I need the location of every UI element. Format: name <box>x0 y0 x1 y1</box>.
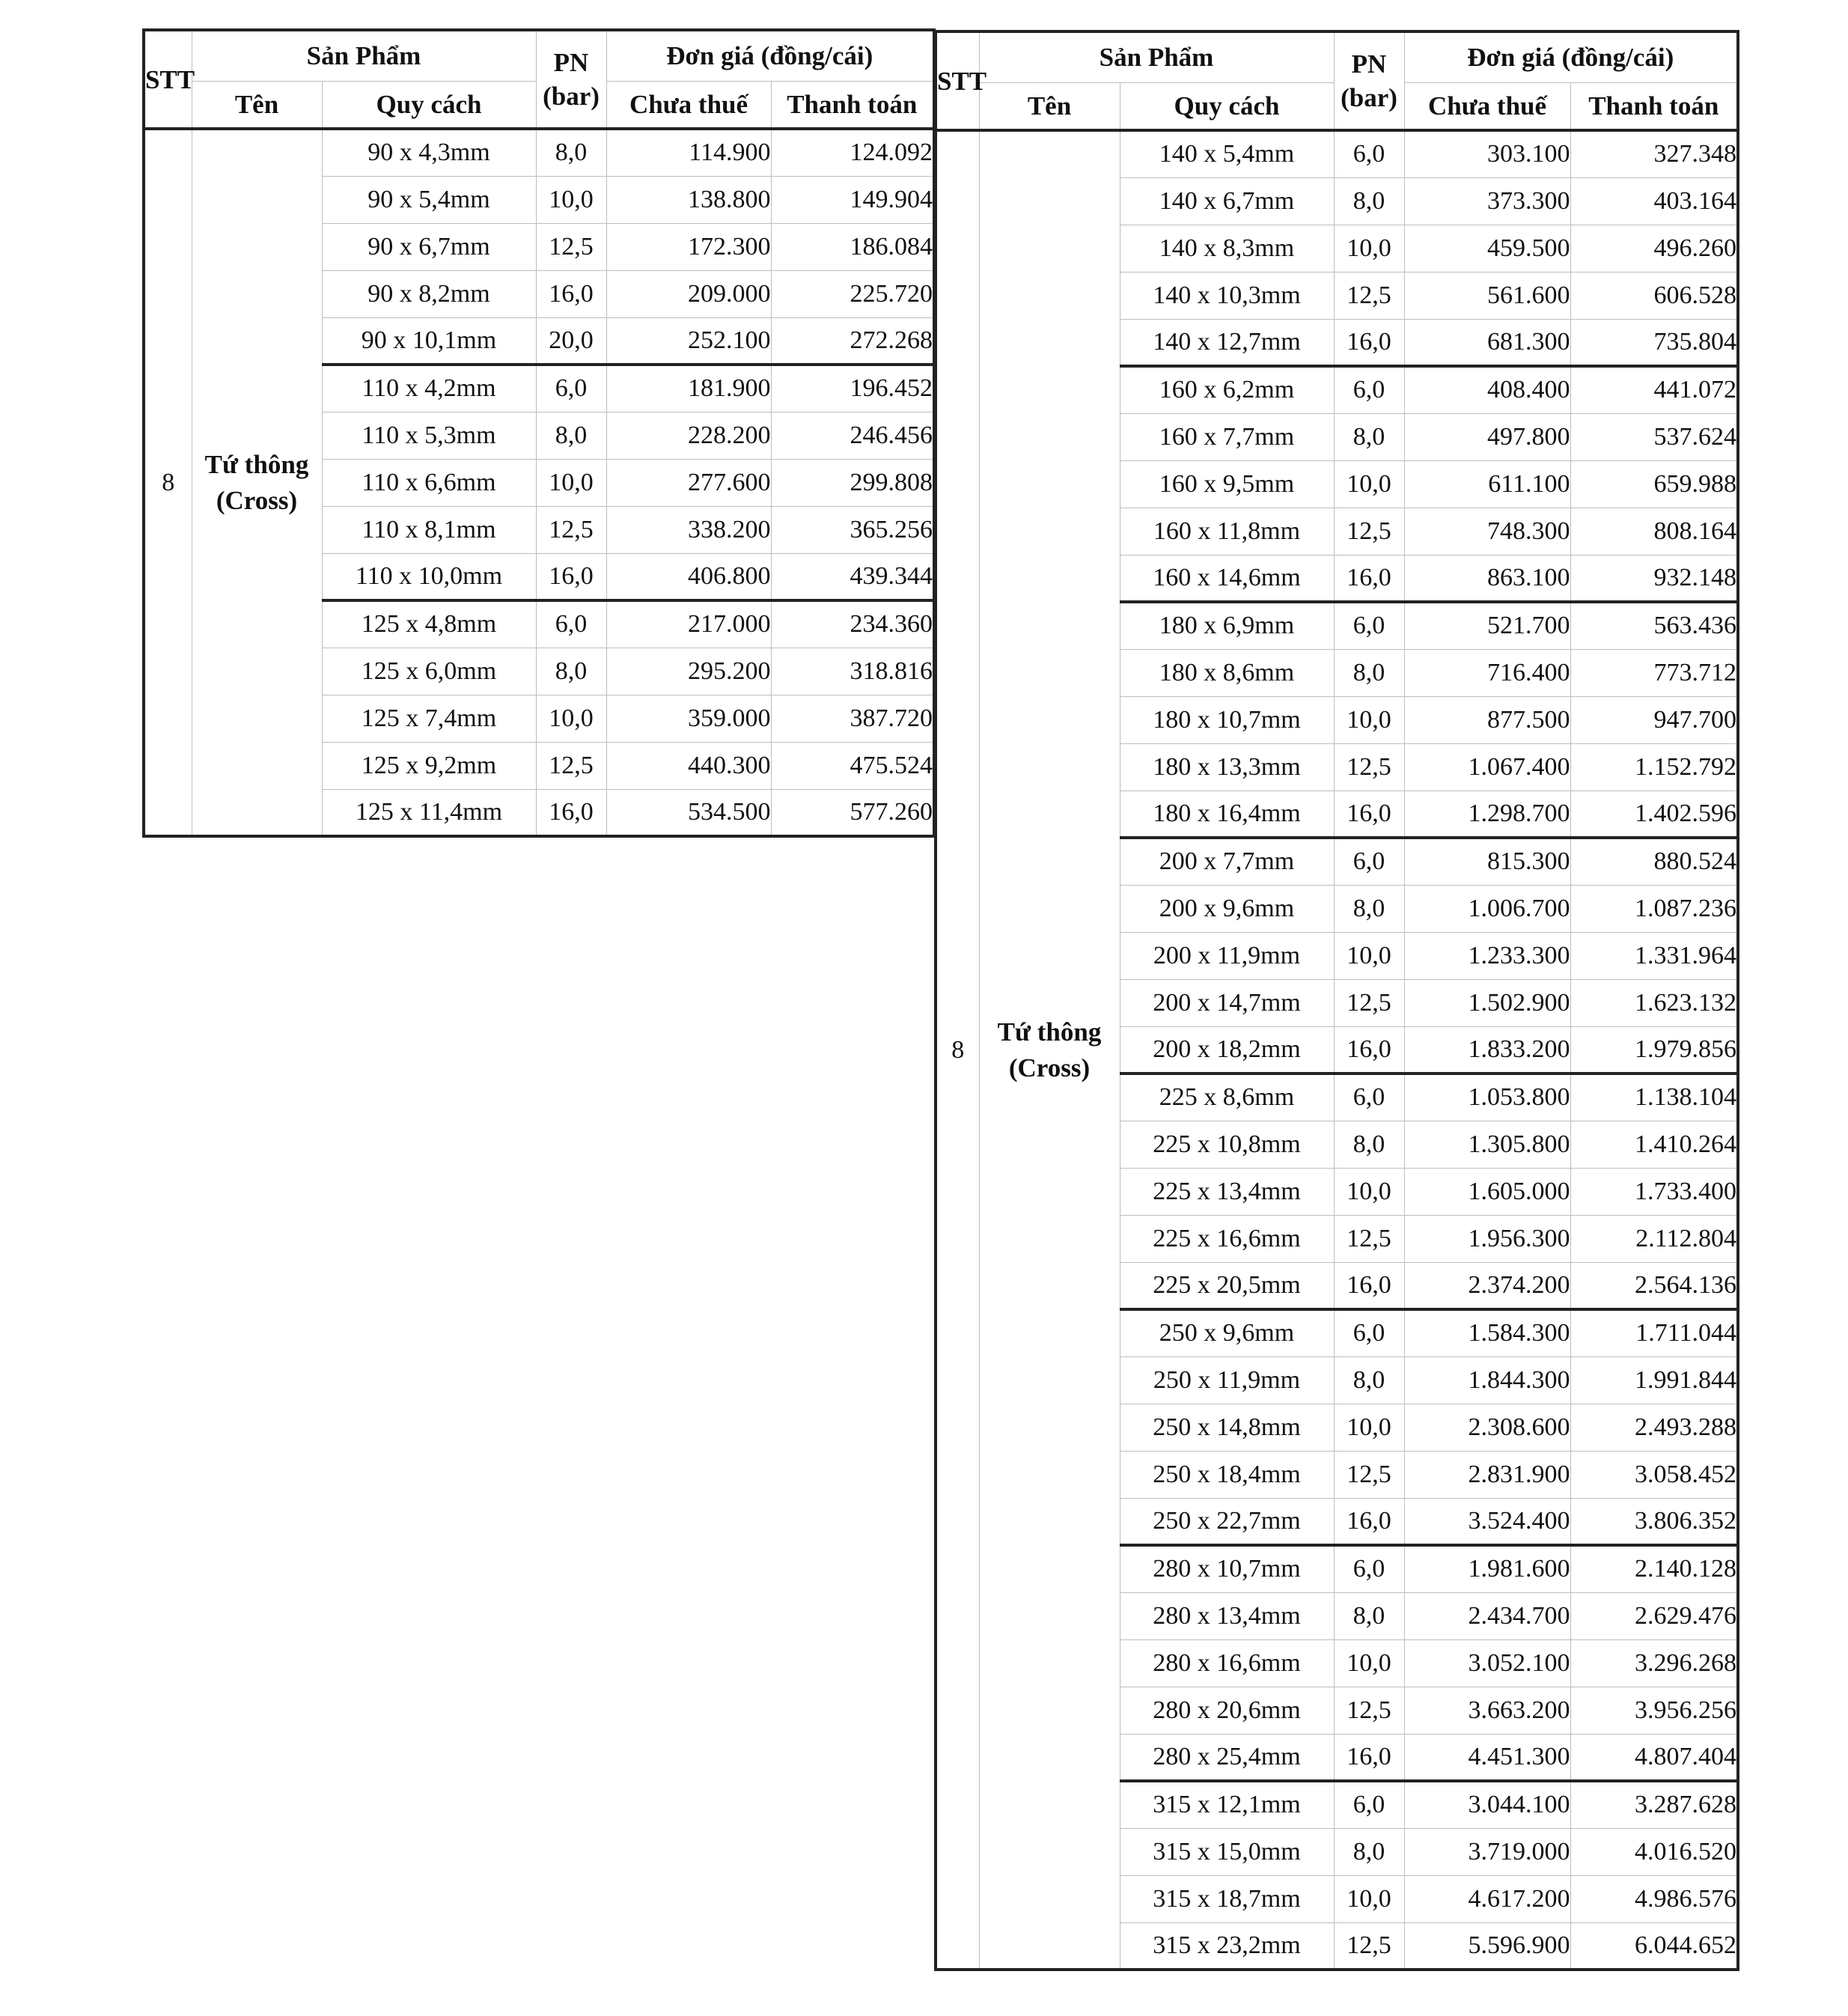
right-table-body <box>936 130 1738 1970</box>
total-cell: 3.956.256 <box>1570 1687 1738 1734</box>
spec-cell: 140 x 12,7mm <box>1120 319 1334 366</box>
product-name: Tứ thông <box>997 1017 1102 1047</box>
pre-tax-cell: 877.500 <box>1404 696 1570 743</box>
total-cell: 272.268 <box>771 317 934 365</box>
total-cell: 577.260 <box>771 789 934 836</box>
spec-cell: 180 x 6,9mm <box>1120 602 1334 649</box>
spec-cell: 140 x 5,4mm <box>1120 130 1334 177</box>
header-stt: STT <box>936 31 979 130</box>
total-cell: 808.164 <box>1570 508 1738 555</box>
spec-cell: 160 x 11,8mm <box>1120 508 1334 555</box>
pn-cell: 16,0 <box>1334 1734 1404 1781</box>
pn-cell: 8,0 <box>1334 1592 1404 1639</box>
pn-cell: 16,0 <box>1334 791 1404 838</box>
pn-cell: 10,0 <box>1334 1404 1404 1451</box>
total-cell: 4.807.404 <box>1570 1734 1738 1781</box>
stt-cell: 8 <box>936 130 979 1970</box>
pre-tax-cell: 359.000 <box>606 695 771 742</box>
pn-cell: 6,0 <box>1334 1309 1404 1356</box>
header-pn-label: PN <box>1351 49 1387 79</box>
total-cell: 1.979.856 <box>1570 1026 1738 1074</box>
pre-tax-cell: 209.000 <box>606 270 771 317</box>
total-cell: 606.528 <box>1570 272 1738 319</box>
header-pn-label: PN <box>553 47 589 77</box>
total-cell: 659.988 <box>1570 460 1738 508</box>
pn-cell: 6,0 <box>536 365 606 412</box>
spec-cell: 160 x 6,2mm <box>1120 366 1334 413</box>
total-cell: 234.360 <box>771 600 934 648</box>
total-cell: 773.712 <box>1570 649 1738 696</box>
pn-cell: 16,0 <box>536 270 606 317</box>
pn-cell: 16,0 <box>1334 1498 1404 1545</box>
spec-cell: 110 x 8,1mm <box>322 506 536 553</box>
pn-cell: 8,0 <box>536 129 606 176</box>
pre-tax-cell: 2.308.600 <box>1404 1404 1570 1451</box>
pn-cell: 10,0 <box>1334 932 1404 979</box>
pre-tax-cell: 252.100 <box>606 317 771 365</box>
total-cell: 439.344 <box>771 553 934 600</box>
pn-cell: 8,0 <box>1334 885 1404 932</box>
spec-cell: 90 x 10,1mm <box>322 317 536 365</box>
left-table-body <box>144 129 934 836</box>
pn-cell: 16,0 <box>536 553 606 600</box>
spec-cell: 280 x 16,6mm <box>1120 1639 1334 1687</box>
pn-cell: 12,5 <box>1334 1687 1404 1734</box>
pn-cell: 6,0 <box>1334 602 1404 649</box>
spec-cell: 250 x 9,6mm <box>1120 1309 1334 1356</box>
header-pre-tax: Chưa thuế <box>606 81 771 129</box>
pn-cell: 12,5 <box>536 742 606 789</box>
stt-cell: 8 <box>144 129 192 836</box>
pre-tax-cell: 1.605.000 <box>1404 1168 1570 1215</box>
pre-tax-cell: 1.833.200 <box>1404 1026 1570 1074</box>
pn-cell: 10,0 <box>1334 1639 1404 1687</box>
total-cell: 6.044.652 <box>1570 1922 1738 1970</box>
pn-cell: 12,5 <box>1334 272 1404 319</box>
pn-cell: 16,0 <box>1334 1262 1404 1309</box>
spec-cell: 90 x 4,3mm <box>322 129 536 176</box>
total-cell: 2.112.804 <box>1570 1215 1738 1262</box>
header-total: Thanh toán <box>771 81 934 129</box>
pn-cell: 10,0 <box>1334 460 1404 508</box>
spec-cell: 200 x 14,7mm <box>1120 979 1334 1026</box>
pre-tax-cell: 2.434.700 <box>1404 1592 1570 1639</box>
spec-cell: 315 x 23,2mm <box>1120 1922 1334 1970</box>
pre-tax-cell: 138.800 <box>606 176 771 223</box>
pre-tax-cell: 303.100 <box>1404 130 1570 177</box>
pre-tax-cell: 408.400 <box>1404 366 1570 413</box>
pre-tax-cell: 1.981.600 <box>1404 1545 1570 1592</box>
total-cell: 196.452 <box>771 365 934 412</box>
total-cell: 186.084 <box>771 223 934 270</box>
spec-cell: 110 x 4,2mm <box>322 365 536 412</box>
total-cell: 1.711.044 <box>1570 1309 1738 1356</box>
pre-tax-cell: 3.044.100 <box>1404 1781 1570 1828</box>
pn-cell: 16,0 <box>1334 555 1404 602</box>
pn-cell: 10,0 <box>536 695 606 742</box>
product-name: Tứ thông <box>204 450 309 480</box>
spec-cell: 90 x 6,7mm <box>322 223 536 270</box>
pre-tax-cell: 4.617.200 <box>1404 1875 1570 1922</box>
total-cell: 299.808 <box>771 459 934 506</box>
pre-tax-cell: 1.233.300 <box>1404 932 1570 979</box>
header-product: Sản Phẩm <box>979 31 1334 82</box>
pn-cell: 8,0 <box>1334 1121 1404 1168</box>
total-cell: 1.623.132 <box>1570 979 1738 1026</box>
pre-tax-cell: 295.200 <box>606 648 771 695</box>
total-cell: 3.287.628 <box>1570 1781 1738 1828</box>
header-name: Tên <box>192 81 322 129</box>
spec-cell: 180 x 16,4mm <box>1120 791 1334 838</box>
price-table-right <box>934 30 1739 1971</box>
pre-tax-cell: 534.500 <box>606 789 771 836</box>
pn-cell: 8,0 <box>1334 1828 1404 1875</box>
total-cell: 246.456 <box>771 412 934 459</box>
pn-cell: 20,0 <box>536 317 606 365</box>
header-product: Sản Phẩm <box>192 30 536 81</box>
spec-cell: 160 x 9,5mm <box>1120 460 1334 508</box>
total-cell: 1.733.400 <box>1570 1168 1738 1215</box>
pn-cell: 16,0 <box>536 789 606 836</box>
pre-tax-cell: 611.100 <box>1404 460 1570 508</box>
pre-tax-cell: 172.300 <box>606 223 771 270</box>
spec-cell: 315 x 12,1mm <box>1120 1781 1334 1828</box>
total-cell: 441.072 <box>1570 366 1738 413</box>
spec-cell: 140 x 6,7mm <box>1120 177 1334 225</box>
pre-tax-cell: 521.700 <box>1404 602 1570 649</box>
product-name-en: (Cross) <box>1008 1053 1091 1082</box>
pre-tax-cell: 5.596.900 <box>1404 1922 1570 1970</box>
pre-tax-cell: 1.298.700 <box>1404 791 1570 838</box>
total-cell: 124.092 <box>771 129 934 176</box>
pre-tax-cell: 3.663.200 <box>1404 1687 1570 1734</box>
spec-cell: 140 x 8,3mm <box>1120 225 1334 272</box>
pre-tax-cell: 497.800 <box>1404 413 1570 460</box>
spec-cell: 110 x 6,6mm <box>322 459 536 506</box>
pre-tax-cell: 1.067.400 <box>1404 743 1570 791</box>
spec-cell: 180 x 8,6mm <box>1120 649 1334 696</box>
pre-tax-cell: 561.600 <box>1404 272 1570 319</box>
spec-cell: 125 x 7,4mm <box>322 695 536 742</box>
pre-tax-cell: 406.800 <box>606 553 771 600</box>
spec-cell: 140 x 10,3mm <box>1120 272 1334 319</box>
product-name-en: (Cross) <box>216 485 298 515</box>
pn-cell: 6,0 <box>1334 1781 1404 1828</box>
header-pn <box>536 30 606 129</box>
spec-cell: 225 x 20,5mm <box>1120 1262 1334 1309</box>
pre-tax-cell: 1.053.800 <box>1404 1074 1570 1121</box>
spec-cell: 225 x 8,6mm <box>1120 1074 1334 1121</box>
pre-tax-cell: 2.831.900 <box>1404 1451 1570 1498</box>
pre-tax-cell: 1.006.700 <box>1404 885 1570 932</box>
header-pn-unit: (bar) <box>543 82 600 111</box>
total-cell: 1.152.792 <box>1570 743 1738 791</box>
total-cell: 2.629.476 <box>1570 1592 1738 1639</box>
pn-cell: 10,0 <box>536 459 606 506</box>
pn-cell: 6,0 <box>1334 366 1404 413</box>
spec-cell: 250 x 18,4mm <box>1120 1451 1334 1498</box>
spec-cell: 250 x 11,9mm <box>1120 1356 1334 1404</box>
total-cell: 225.720 <box>771 270 934 317</box>
header-total: Thanh toán <box>1570 82 1738 130</box>
spec-cell: 200 x 7,7mm <box>1120 838 1334 885</box>
pre-tax-cell: 459.500 <box>1404 225 1570 272</box>
header-unit-price: Đơn giá (đồng/cái) <box>606 30 934 81</box>
total-cell: 365.256 <box>771 506 934 553</box>
pre-tax-cell: 3.524.400 <box>1404 1498 1570 1545</box>
pre-tax-cell: 228.200 <box>606 412 771 459</box>
pn-cell: 12,5 <box>1334 1922 1404 1970</box>
total-cell: 318.816 <box>771 648 934 695</box>
pre-tax-cell: 748.300 <box>1404 508 1570 555</box>
total-cell: 2.140.128 <box>1570 1545 1738 1592</box>
header-stt: STT <box>144 30 192 129</box>
spec-cell: 90 x 8,2mm <box>322 270 536 317</box>
pn-cell: 10,0 <box>1334 225 1404 272</box>
pn-cell: 6,0 <box>1334 130 1404 177</box>
pn-cell: 12,5 <box>1334 743 1404 791</box>
price-table-left <box>142 28 936 838</box>
spec-cell: 280 x 25,4mm <box>1120 1734 1334 1781</box>
spec-cell: 125 x 4,8mm <box>322 600 536 648</box>
header-pn-unit: (bar) <box>1341 83 1397 112</box>
pn-cell: 8,0 <box>536 648 606 695</box>
spec-cell: 200 x 11,9mm <box>1120 932 1334 979</box>
pre-tax-cell: 1.502.900 <box>1404 979 1570 1026</box>
spec-cell: 315 x 18,7mm <box>1120 1875 1334 1922</box>
total-cell: 475.524 <box>771 742 934 789</box>
spec-cell: 180 x 13,3mm <box>1120 743 1334 791</box>
total-cell: 1.138.104 <box>1570 1074 1738 1121</box>
total-cell: 3.806.352 <box>1570 1498 1738 1545</box>
pn-cell: 6,0 <box>536 600 606 648</box>
pn-cell: 16,0 <box>1334 1026 1404 1074</box>
spec-cell: 125 x 6,0mm <box>322 648 536 695</box>
spec-cell: 250 x 22,7mm <box>1120 1498 1334 1545</box>
spec-cell: 225 x 13,4mm <box>1120 1168 1334 1215</box>
total-cell: 735.804 <box>1570 319 1738 366</box>
pn-cell: 10,0 <box>1334 1168 1404 1215</box>
pn-cell: 10,0 <box>1334 696 1404 743</box>
pre-tax-cell: 338.200 <box>606 506 771 553</box>
spec-cell: 160 x 7,7mm <box>1120 413 1334 460</box>
pn-cell: 6,0 <box>1334 1074 1404 1121</box>
spec-cell: 90 x 5,4mm <box>322 176 536 223</box>
header-pre-tax: Chưa thuế <box>1404 82 1570 130</box>
total-cell: 387.720 <box>771 695 934 742</box>
pre-tax-cell: 1.844.300 <box>1404 1356 1570 1404</box>
pre-tax-cell: 681.300 <box>1404 319 1570 366</box>
total-cell: 3.296.268 <box>1570 1639 1738 1687</box>
pn-cell: 10,0 <box>1334 1875 1404 1922</box>
spec-cell: 280 x 10,7mm <box>1120 1545 1334 1592</box>
table-row <box>936 130 1738 177</box>
header-name: Tên <box>979 82 1120 130</box>
pn-cell: 12,5 <box>1334 508 1404 555</box>
pre-tax-cell: 217.000 <box>606 600 771 648</box>
spec-cell: 280 x 13,4mm <box>1120 1592 1334 1639</box>
spec-cell: 200 x 9,6mm <box>1120 885 1334 932</box>
pre-tax-cell: 4.451.300 <box>1404 1734 1570 1781</box>
spec-cell: 250 x 14,8mm <box>1120 1404 1334 1451</box>
spec-cell: 225 x 10,8mm <box>1120 1121 1334 1168</box>
total-cell: 4.986.576 <box>1570 1875 1738 1922</box>
pre-tax-cell: 114.900 <box>606 129 771 176</box>
total-cell: 496.260 <box>1570 225 1738 272</box>
pre-tax-cell: 440.300 <box>606 742 771 789</box>
spec-cell: 160 x 14,6mm <box>1120 555 1334 602</box>
total-cell: 327.348 <box>1570 130 1738 177</box>
total-cell: 3.058.452 <box>1570 1451 1738 1498</box>
header-spec: Quy cách <box>322 81 536 129</box>
pn-cell: 12,5 <box>536 506 606 553</box>
pn-cell: 12,5 <box>536 223 606 270</box>
header-unit-price: Đơn giá (đồng/cái) <box>1404 31 1738 82</box>
header-spec: Quy cách <box>1120 82 1334 130</box>
pn-cell: 8,0 <box>536 412 606 459</box>
pn-cell: 8,0 <box>1334 413 1404 460</box>
pn-cell: 8,0 <box>1334 649 1404 696</box>
pn-cell: 12,5 <box>1334 1215 1404 1262</box>
pre-tax-cell: 181.900 <box>606 365 771 412</box>
total-cell: 932.148 <box>1570 555 1738 602</box>
product-name-cell <box>979 130 1120 1970</box>
pn-cell: 12,5 <box>1334 1451 1404 1498</box>
pn-cell: 8,0 <box>1334 1356 1404 1404</box>
pre-tax-cell: 3.719.000 <box>1404 1828 1570 1875</box>
pre-tax-cell: 3.052.100 <box>1404 1639 1570 1687</box>
spec-cell: 225 x 16,6mm <box>1120 1215 1334 1262</box>
spec-cell: 125 x 11,4mm <box>322 789 536 836</box>
table-row <box>144 129 934 176</box>
pn-cell: 6,0 <box>1334 1545 1404 1592</box>
total-cell: 1.087.236 <box>1570 885 1738 932</box>
header-pn <box>1334 31 1404 130</box>
spec-cell: 110 x 10,0mm <box>322 553 536 600</box>
total-cell: 1.331.964 <box>1570 932 1738 979</box>
pre-tax-cell: 716.400 <box>1404 649 1570 696</box>
spec-cell: 180 x 10,7mm <box>1120 696 1334 743</box>
total-cell: 2.564.136 <box>1570 1262 1738 1309</box>
pre-tax-cell: 863.100 <box>1404 555 1570 602</box>
pre-tax-cell: 373.300 <box>1404 177 1570 225</box>
total-cell: 1.991.844 <box>1570 1356 1738 1404</box>
pre-tax-cell: 1.956.300 <box>1404 1215 1570 1262</box>
total-cell: 1.410.264 <box>1570 1121 1738 1168</box>
pn-cell: 6,0 <box>1334 838 1404 885</box>
spec-cell: 125 x 9,2mm <box>322 742 536 789</box>
total-cell: 4.016.520 <box>1570 1828 1738 1875</box>
total-cell: 149.904 <box>771 176 934 223</box>
spec-cell: 110 x 5,3mm <box>322 412 536 459</box>
pn-cell: 16,0 <box>1334 319 1404 366</box>
total-cell: 1.402.596 <box>1570 791 1738 838</box>
pn-cell: 8,0 <box>1334 177 1404 225</box>
spec-cell: 280 x 20,6mm <box>1120 1687 1334 1734</box>
total-cell: 537.624 <box>1570 413 1738 460</box>
total-cell: 880.524 <box>1570 838 1738 885</box>
pre-tax-cell: 1.584.300 <box>1404 1309 1570 1356</box>
spec-cell: 200 x 18,2mm <box>1120 1026 1334 1074</box>
spec-cell: 315 x 15,0mm <box>1120 1828 1334 1875</box>
total-cell: 947.700 <box>1570 696 1738 743</box>
total-cell: 2.493.288 <box>1570 1404 1738 1451</box>
total-cell: 563.436 <box>1570 602 1738 649</box>
pre-tax-cell: 1.305.800 <box>1404 1121 1570 1168</box>
pre-tax-cell: 2.374.200 <box>1404 1262 1570 1309</box>
pre-tax-cell: 815.300 <box>1404 838 1570 885</box>
pn-cell: 12,5 <box>1334 979 1404 1026</box>
total-cell: 403.164 <box>1570 177 1738 225</box>
product-name-cell <box>192 129 322 836</box>
pre-tax-cell: 277.600 <box>606 459 771 506</box>
pn-cell: 10,0 <box>536 176 606 223</box>
